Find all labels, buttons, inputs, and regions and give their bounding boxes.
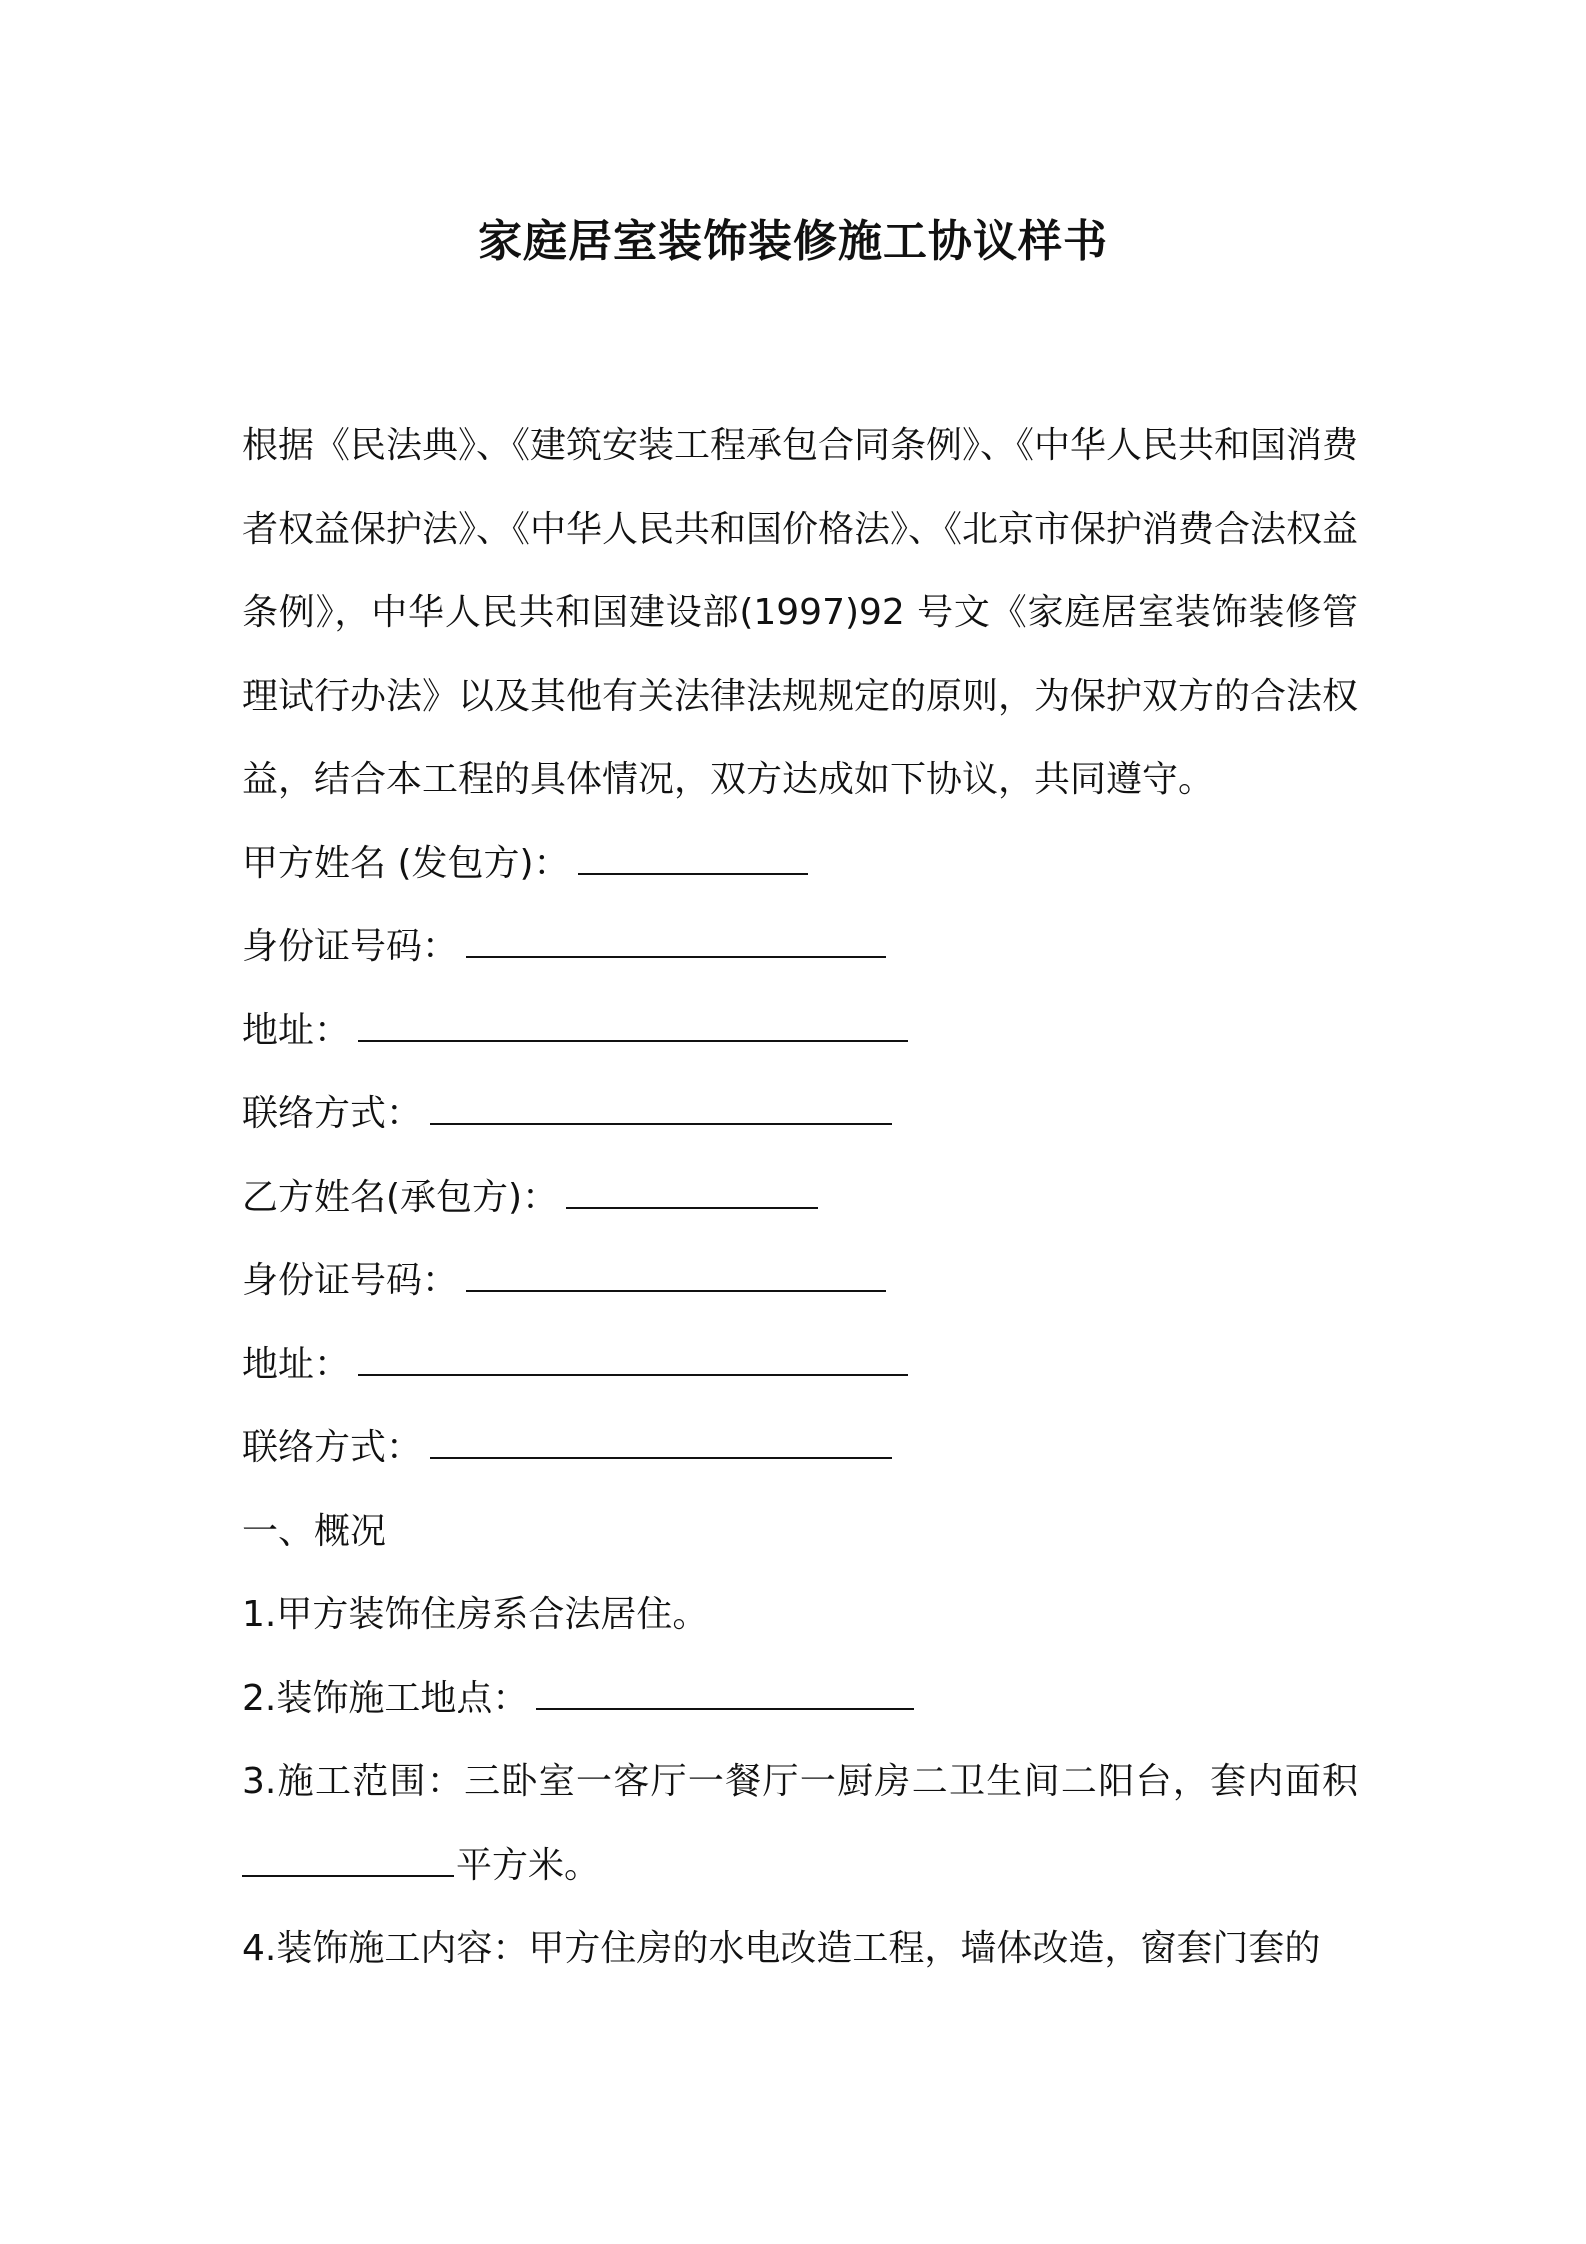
area-blank[interactable] — [242, 1845, 454, 1877]
section-1-item-2 — [242, 1657, 1358, 1741]
party-b-name-blank[interactable] — [566, 1177, 818, 1209]
party-b-address-field — [242, 1323, 1358, 1407]
party-b-id-blank[interactable] — [466, 1260, 886, 1292]
section-1-item-1: 1.甲方装饰住房系合法居住。 — [242, 1594, 709, 1635]
party-a-id-blank[interactable] — [466, 926, 886, 958]
party-a-name-label: 甲方姓名 (发包方)： — [242, 842, 570, 884]
scope-text: 3.施工范围：三卧室一客厅一餐厅一厨房二卫生间二阳台，套内面积 — [242, 1761, 1358, 1802]
party-a-address-blank[interactable] — [358, 1010, 908, 1042]
party-b-address-blank[interactable] — [358, 1344, 908, 1376]
section-1-heading: 一、概况 — [242, 1510, 387, 1552]
section-1-item-3 — [242, 1740, 1358, 1907]
area-unit: 平方米。 — [456, 1844, 601, 1886]
intro-paragraph: 根据《民法典》、《建筑安装工程承包合同条例》、《中华人民共和国消费者权益保护法》、《中华人民共和国价格法》、《北京市保护消费合法权益条例》，中华人民共和国建设部(1997)92 号文《家庭居室装饰装修管理试行办法》以及其他有关法律法规规定的原则，为保护双方的合法权益，结合本工程的具体情况，双方达成如下协议，共同遵守。 — [242, 425, 1359, 800]
party-a-contact-blank[interactable] — [430, 1093, 892, 1125]
document-title: 家庭居室装饰装修施工协议样书 — [478, 216, 1108, 267]
party-a-contact-field — [242, 1072, 1358, 1156]
party-b-contact-label: 联络方式： — [242, 1427, 423, 1468]
party-b-contact-field — [242, 1406, 1358, 1490]
party-b-id-label: 身份证号码： — [242, 1260, 459, 1301]
site-label: 2.装饰施工地点： — [242, 1677, 529, 1719]
party-a-id-label: 身份证号码： — [242, 926, 459, 967]
party-b-contact-blank[interactable] — [430, 1427, 892, 1459]
document-body — [242, 404, 1358, 1991]
party-a-name-blank[interactable] — [578, 843, 808, 875]
site-blank[interactable] — [536, 1678, 914, 1710]
party-b-id-field — [242, 1239, 1358, 1323]
party-a-name-field — [242, 822, 1358, 906]
party-a-address-field — [242, 989, 1358, 1073]
party-b-address-label: 地址： — [242, 1343, 351, 1385]
party-a-contact-label: 联络方式： — [242, 1093, 423, 1134]
party-a-address-label: 地址： — [242, 1009, 351, 1051]
party-a-id-field — [242, 905, 1358, 989]
party-b-name-label: 乙方姓名(承包方)： — [242, 1176, 559, 1218]
party-b-name-field — [242, 1156, 1358, 1240]
section-1-item-4: 4.装饰施工内容：甲方住房的水电改造工程，墙体改造，窗套门套的 — [242, 1928, 1321, 1969]
